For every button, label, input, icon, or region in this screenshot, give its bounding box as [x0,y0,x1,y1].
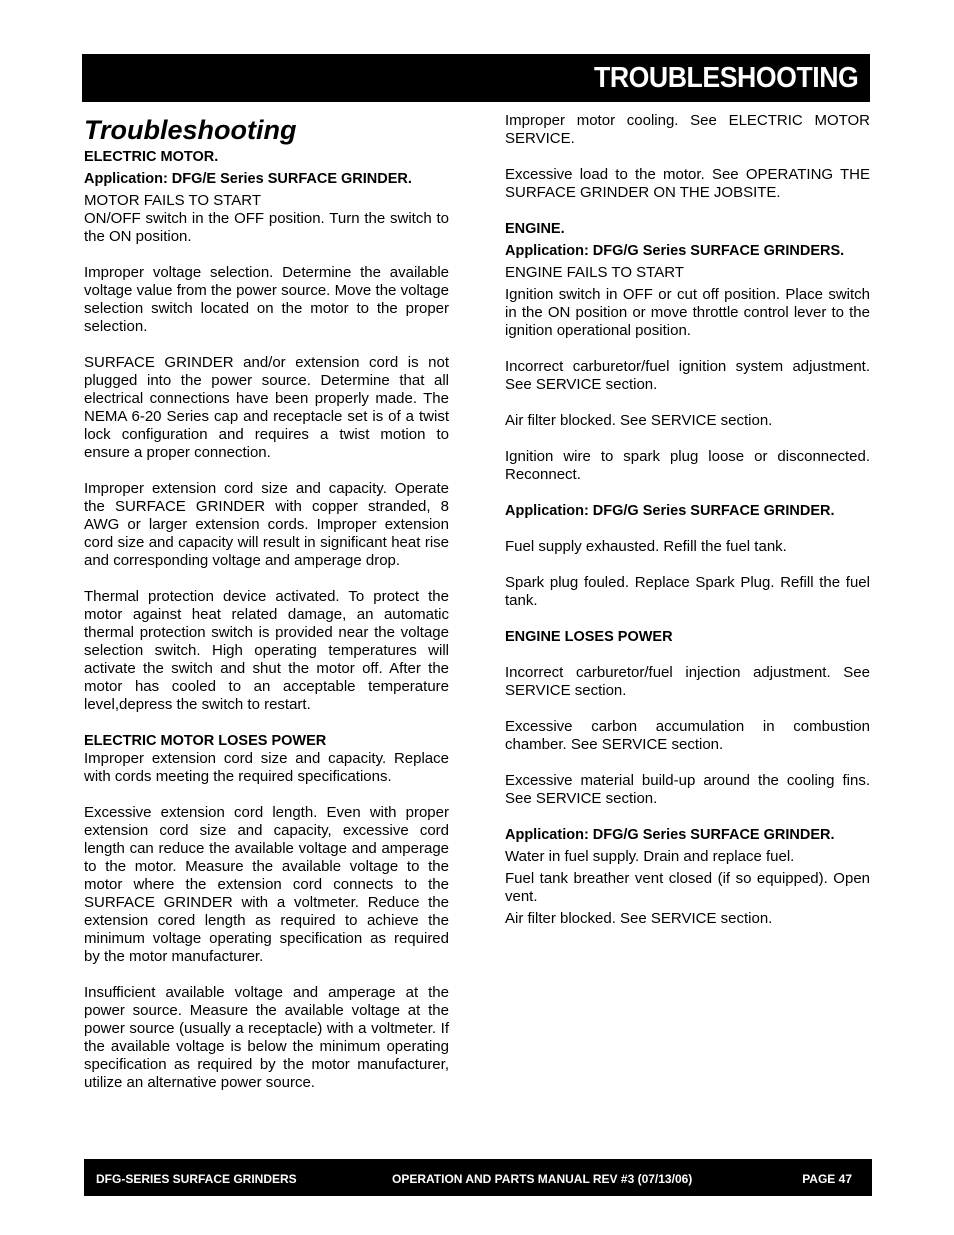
paragraph: Ignition switch in OFF or cut off position. Place switch in the ON position or move throttle control lever to the ignition operational position. [505,286,870,339]
paragraph: Air filter blocked. See SERVICE section. [505,412,773,429]
footer-bar [84,1159,872,1196]
paragraph: Ignition wire to spark plug loose or disconnected. Reconnect. [505,448,870,483]
header-bar [82,54,870,102]
paragraph: Insufficient available voltage and amperage at the power source. Measure the available voltage at the power source (usually a receptacle) with a voltmeter. If the available voltage is below the minimum operating specification as required by the motor manufacturer, utilize an alternative power source. [84,984,449,1091]
paragraph: Spark plug fouled. Replace Spark Plug. Refill the fuel tank. [505,574,870,609]
paragraph: Improper extension cord size and capacity. Operate the SURFACE GRINDER with copper stranded, 8 AWG or larger extension cords. Improper extension cord size and capacity will result in significant heat rise and corresponding voltage and amperage drop. [84,480,449,569]
paragraph: Excessive carbon accumulation in combustion chamber. See SERVICE section. [505,718,870,753]
paragraph: Water in fuel supply. Drain and replace fuel. [505,848,795,865]
paragraph: Thermal protection device activated. To protect the motor against heat related damage, an automatic thermal protection switch is provided near the voltage selection switch. High operating temperatures will activate the switch and shut the motor off. After the motor has cooled to an acceptable temperature level,depress the switch to restart. [84,588,449,713]
subheading-engine-fails: ENGINE FAILS TO START [505,264,684,281]
footer-manual-series: DFG-SERIES SURFACE GRINDERS [96,1172,297,1186]
header-title: TROUBLESHOOTING [593,62,858,94]
heading-application-dfg-g: Application: DFG/G Series SURFACE GRINDERS. [505,243,845,259]
heading-application-dfg-e: Application: DFG/E Series SURFACE GRINDER. [84,171,412,187]
footer-page-number: PAGE 47 [802,1172,852,1186]
paragraph: Fuel supply exhausted. Refill the fuel tank. [505,538,787,555]
paragraph: Improper voltage selection. Determine the available voltage value from the power source. Move the voltage selection switch located on the motor to the proper selection. [84,264,449,335]
paragraph: Excessive extension cord length. Even with proper extension cord size and capacity, excessive cord length can reduce the available voltage and amperage to the motor. Measure the available voltage to the motor where the extension cord connects to the SURFACE GRINDER with a voltmeter. Reduce the extension cored length as required to achieve the minimum voltage operating specification as required by the motor manufacturer. [84,804,449,965]
paragraph: Excessive load to the motor. See OPERATING THE SURFACE GRINDER ON THE JOBSITE. [505,166,870,201]
heading-engine: ENGINE. [505,221,565,237]
paragraph: SURFACE GRINDER and/or extension cord is not plugged into the power source. Determine that all electrical connections have been properly made. The NEMA 6-20 Series cap and receptacle set is of a twist lock configuration and requires a twist motion to ensure a proper connection. [84,354,449,461]
paragraph: Improper extension cord size and capacity. Replace with cords meeting the required specifications. [84,750,449,785]
right-column [505,112,870,928]
paragraph: Air filter blocked. See SERVICE section. [505,910,773,927]
left-column [84,110,449,1092]
paragraph: ON/OFF switch in the OFF position. Turn the switch to the ON position. [84,210,449,245]
heading-motor-loses-power: ELECTRIC MOTOR LOSES POWER [84,733,327,749]
heading-application-dfg-g: Application: DFG/G Series SURFACE GRINDER. [505,503,835,519]
heading-application-dfg-g: Application: DFG/G Series SURFACE GRINDER. [505,827,835,843]
subheading-motor-fails: MOTOR FAILS TO START [84,192,261,209]
heading-engine-loses-power: ENGINE LOSES POWER [505,629,673,645]
paragraph: Excessive material build-up around the cooling fins. See SERVICE section. [505,772,870,807]
footer-manual-revision: OPERATION AND PARTS MANUAL REV #3 (07/13/06) [392,1172,693,1186]
heading-electric-motor: ELECTRIC MOTOR. [84,149,219,165]
paragraph: Fuel tank breather vent closed (if so equipped). Open vent. [505,870,870,905]
paragraph: Incorrect carburetor/fuel injection adjustment. See SERVICE section. [505,664,870,699]
page-title: Troubleshooting [84,115,297,145]
paragraph: Improper motor cooling. See ELECTRIC MOTOR SERVICE. [505,112,870,147]
paragraph: Incorrect carburetor/fuel ignition system adjustment. See SERVICE section. [505,358,870,393]
